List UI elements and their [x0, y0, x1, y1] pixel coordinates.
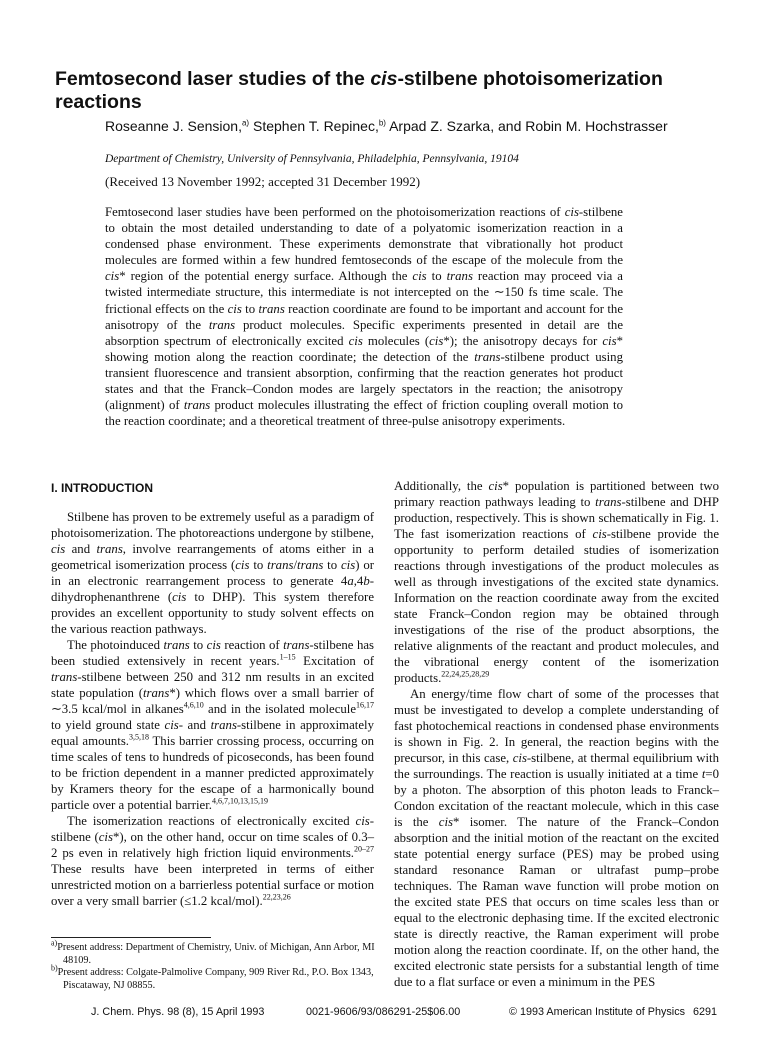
copyright: © 1993 American Institute of Physics [509, 1006, 685, 1018]
footnote-marker: a) [241, 118, 250, 128]
paragraph: The isomerization reactions of electronically excited cis-stilbene (cis*), on the other hand, occur on time scales of 0.3–2 ps even in relatively high friction liquid environments.$^{20-27}$ These results have been interpreted in terms of either unrestricted motion on a barrierless potential surface or motion over a very small barrier (≤1.2 kcal/mol).$^{22,23,26}$ [51, 814, 374, 908]
footnote-divider [51, 937, 211, 938]
paragraph: Stilbene has proven to be extremely useful as a paradigm of photoisomerization. The photoreactions undergone by stilbene, cis and trans, involve rearrangements of atoms either in a geometrical isomerization process (cis to trans/trans to cis) or in an electronic rearrangement process to generate 4a,4b-dihydrophenanthrene (cis to DHP). This system therefore provides an excellent opportunity to study solvent effects on the various reaction pathways. [51, 510, 374, 636]
received-dates: (Received 13 November 1992; accepted 31 December 1992) [105, 174, 421, 189]
right-column [394, 478, 719, 990]
article-code: 0021-9606/93/086291-25$06.00 [306, 1006, 461, 1018]
title-text: Femtosecond laser studies of the [55, 68, 371, 90]
paragraph: Additionally, the cis* population is partitioned between two primary reaction pathways leading to trans-stilbene and DHP production, respectively. This is shown schematically in Fig. 1. The fast isomerization reactions of cis-stilbene provide the opportunity to perform detailed studies of isomerization reactions through investigations of the product molecules as well as through investigations of the excited state dynamics. Information on the reaction coordinate away from the excited state Franck–Condon region may be obtained through investigations of the rise of the product absorptions, the relative alignments of the reactant and product molecules, and the vibrational energy content of the isomerization products.$^{22,24,25,28,29}$ [394, 479, 719, 685]
author-name: Stephen T. Repinec, [249, 118, 379, 134]
footnote-b: $^{b)}$Present address: Colgate-Palmolive Company, 909 River Rd., P.O. Box 1343, Piscataway, NJ 08855. [51, 963, 374, 991]
left-column [51, 509, 374, 909]
paragraph: An energy/time flow chart of some of the processes that must be investigated to develop a complete understanding of fast photochemical reactions in condensed phase environments is shown in Fig. 2. In general, the reaction begins with the precursor, in this case, cis-stilbene, at thermal equilibrium with the surroundings. The reaction is usually initiated at a time t=0 by a photon. The absorption of this photon leads to Franck–Condon excitation of the reactant molecule, which in this case is the cis* isomer. The nature of the Franck–Condon absorption and the initial motion of the reactant on the excited state potential energy surface (PES) may be probed using standard resonance Raman or ultrafast pump–probe techniques. The Raman wave function will probe motion on the excited state PES that occurs on time scales less than or equal to the electronic dephasing time. If the excited electronic state is directly reactive, the Raman experiment will probe motion along the reaction coordinate. If, on the other hand, the excited electronic state persists for a substantial length of time due to a flat surface or even a minimum in the PES [394, 687, 719, 989]
footnotes [51, 938, 376, 992]
abstract: Femtosecond laser studies have been performed on the photoisomerization reactions of cis-stilbene to obtain the most detailed understanding to date of a polyatomic isomerization reaction in a condensed phase environment. These experiments demonstrate that vibrationally hot product molecules are formed within a few hundred femtoseconds of the escape of the molecule from the cis* region of the potential energy surface. Although the cis to trans reaction may proceed via a twisted intermediate structure, this intermediate is not intercepted on the ∼150 fs time scale. The frictional effects on the cis to trans reaction coordinate are found to be important and account for the anisotropy of the trans product molecules. Specific experiments presented in detail are the absorption spectrum of electronically excited cis molecules (cis*); the anisotropy decays for cis* showing motion along the reaction coordinate; the detection of the trans-stilbene product using transient fluorescence and transient absorption, confirming that the reaction generates hot product states and that the Franck–Condon modes are largely spectators in the reaction; the anisotropy (alignment) of trans product molecules illustrating the effect of friction coupling overall motion to the reaction coordinate; and a theoretical treatment of three-pulse anisotropy experiments. [105, 205, 623, 429]
author-name: Roseanne J. Sension, [105, 118, 242, 134]
journal-citation: J. Chem. Phys. 98 (8), 15 April 1993 [91, 1006, 265, 1018]
author-name: Arpad Z. Szarka, and Robin M. Hochstrasser [385, 118, 668, 134]
page-number: 6291 [693, 1006, 718, 1018]
affiliation: Department of Chemistry, University of Pennsylvania, Philadelphia, Pennsylvania, 19104 [105, 153, 519, 165]
section-heading: I. INTRODUCTION [51, 481, 153, 495]
paragraph: The photoinduced trans to cis reaction of trans-stilbene has been studied extensively in recent years.$^{1-15}$ Excitation of trans-stilbene between 250 and 312 nm results in an excited state population (trans*) which flows over a small barrier of ∼3.5 kcal/mol in alkanes$^{4,6,10}$ and in the isolated molecule$^{16,17}$ to yield ground state cis- and trans-stilbene in approximately equal amounts.$^{3,5,18}$ This barrier crossing process, occurring on time scales of tens to hundreds of picoseconds, has been found to be friction dependent in a manner predicted approximately by Kramers theory for the escape of a harmonically bound particle over a potential barrier.$^{4,6,7,10,13,15,19}$ [51, 638, 375, 812]
title-italic-text: cis [370, 68, 398, 90]
author-list [105, 118, 705, 135]
article-title [55, 68, 715, 114]
footnote-marker: b) [378, 118, 386, 128]
footnote-a: $^{a)}$Present address: Department of Chemistry, Univ. of Michigan, Ann Arbor, MI 48109. [51, 938, 375, 966]
title-text-end: -stilbene photoisomerization reactions [55, 68, 663, 113]
